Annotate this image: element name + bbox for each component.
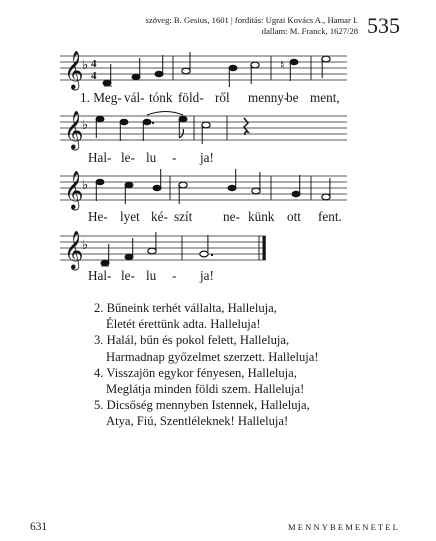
- lyric-line-4: [60, 268, 360, 286]
- syllable: künk: [248, 209, 275, 224]
- notes: [96, 169, 330, 204]
- syllable: be: [286, 90, 299, 105]
- syllable: -: [172, 150, 177, 165]
- syllable: ott: [287, 209, 301, 224]
- syllable: vál-: [124, 90, 145, 105]
- verse-line: Harmadnap győzelmet szerzett. Halleluja!: [106, 349, 319, 364]
- verse-line: Életét érettünk adta. Halleluja!: [106, 317, 261, 332]
- treble-clef-icon: [64, 50, 84, 91]
- syllable: ment,: [310, 90, 340, 105]
- syllable: lyet: [120, 209, 140, 224]
- page-number: 631: [30, 521, 48, 533]
- treble-clef-icon: [64, 170, 84, 211]
- svg-text:𝄞: 𝄞: [64, 170, 84, 209]
- syllable: ne-: [223, 209, 240, 224]
- notes: [103, 52, 330, 87]
- syllable: lu: [146, 150, 157, 165]
- time-signature: [91, 58, 97, 82]
- syllable: ja!: [200, 150, 214, 165]
- syllable: He-: [88, 209, 108, 224]
- treble-clef-icon: [64, 230, 84, 271]
- syllable: Hal-: [88, 268, 112, 283]
- syllable: fent.: [318, 209, 342, 224]
- key-signature: [82, 238, 88, 253]
- svg-text:♭: ♭: [82, 118, 89, 133]
- syllable: le-: [121, 268, 135, 283]
- svg-text:𝄞: 𝄞: [64, 110, 84, 149]
- verse-line: 2. Bűneink terhét vállalta, Halleluja,: [94, 301, 277, 315]
- credits: [146, 15, 358, 36]
- verse-line: Atya, Fiú, Szentléleknek! Halleluja!: [106, 414, 289, 429]
- verse-4: [94, 365, 319, 397]
- melody-credit: dallam: M. Franck, 1627/28: [261, 25, 358, 36]
- svg-text:4: 4: [91, 70, 97, 82]
- syllable: lu: [146, 268, 157, 283]
- svg-text:𝄞: 𝄞: [64, 50, 84, 89]
- verse-line: 4. Visszajön egykor fényesen, Halleluja,: [94, 365, 297, 380]
- music-staff-3: [60, 166, 347, 209]
- svg-text:♮: ♮: [280, 58, 285, 72]
- verse-line: 5. Dicsőség mennyben Istennek, Halleluja,: [94, 398, 310, 413]
- music-staff-2: [60, 106, 347, 149]
- syllable: -: [172, 268, 177, 283]
- svg-text:♭: ♭: [82, 178, 89, 193]
- syllable: 1. Meg-: [80, 90, 122, 105]
- syllable: ja!: [200, 268, 214, 283]
- verse-3: [94, 332, 319, 364]
- svg-text:4: 4: [91, 58, 97, 70]
- syllable: Hal-: [88, 150, 112, 165]
- notes: [101, 232, 266, 266]
- key-signature: [82, 118, 88, 133]
- verses: [94, 300, 319, 430]
- key-signature: [82, 178, 88, 193]
- verse-5: [94, 397, 319, 429]
- key-signature: [82, 58, 88, 73]
- verse-line: 3. Halál, bűn és pokol felett, Halleluja,: [94, 333, 290, 348]
- syllable: ről: [215, 90, 230, 105]
- treble-clef-icon: [64, 110, 84, 151]
- verse-2: [94, 300, 319, 332]
- syllable: szít: [174, 209, 193, 224]
- svg-text:𝄞: 𝄞: [64, 230, 84, 269]
- syllable: le-: [121, 150, 135, 165]
- verse-line: Meglátja minden földi szem. Halleluja!: [106, 382, 305, 397]
- hymn-number: 535: [367, 13, 400, 38]
- music-staff-4: [60, 226, 275, 269]
- syllable: ké-: [151, 209, 168, 224]
- section-name: MENNYBEMENETEL: [288, 522, 400, 532]
- music-staff-1: [60, 46, 347, 89]
- syllable: föld-: [178, 90, 204, 105]
- lyric-line-3: [60, 209, 360, 227]
- syllable: tónk: [149, 90, 173, 105]
- svg-text:♭: ♭: [82, 58, 89, 73]
- svg-text:♭: ♭: [82, 238, 89, 253]
- syllable: menny-: [248, 90, 289, 105]
- text-translation-credit: szöveg: B. Gesius, 1601 | fordítás: Ugrai Kovács A., Hamar I.: [145, 15, 358, 25]
